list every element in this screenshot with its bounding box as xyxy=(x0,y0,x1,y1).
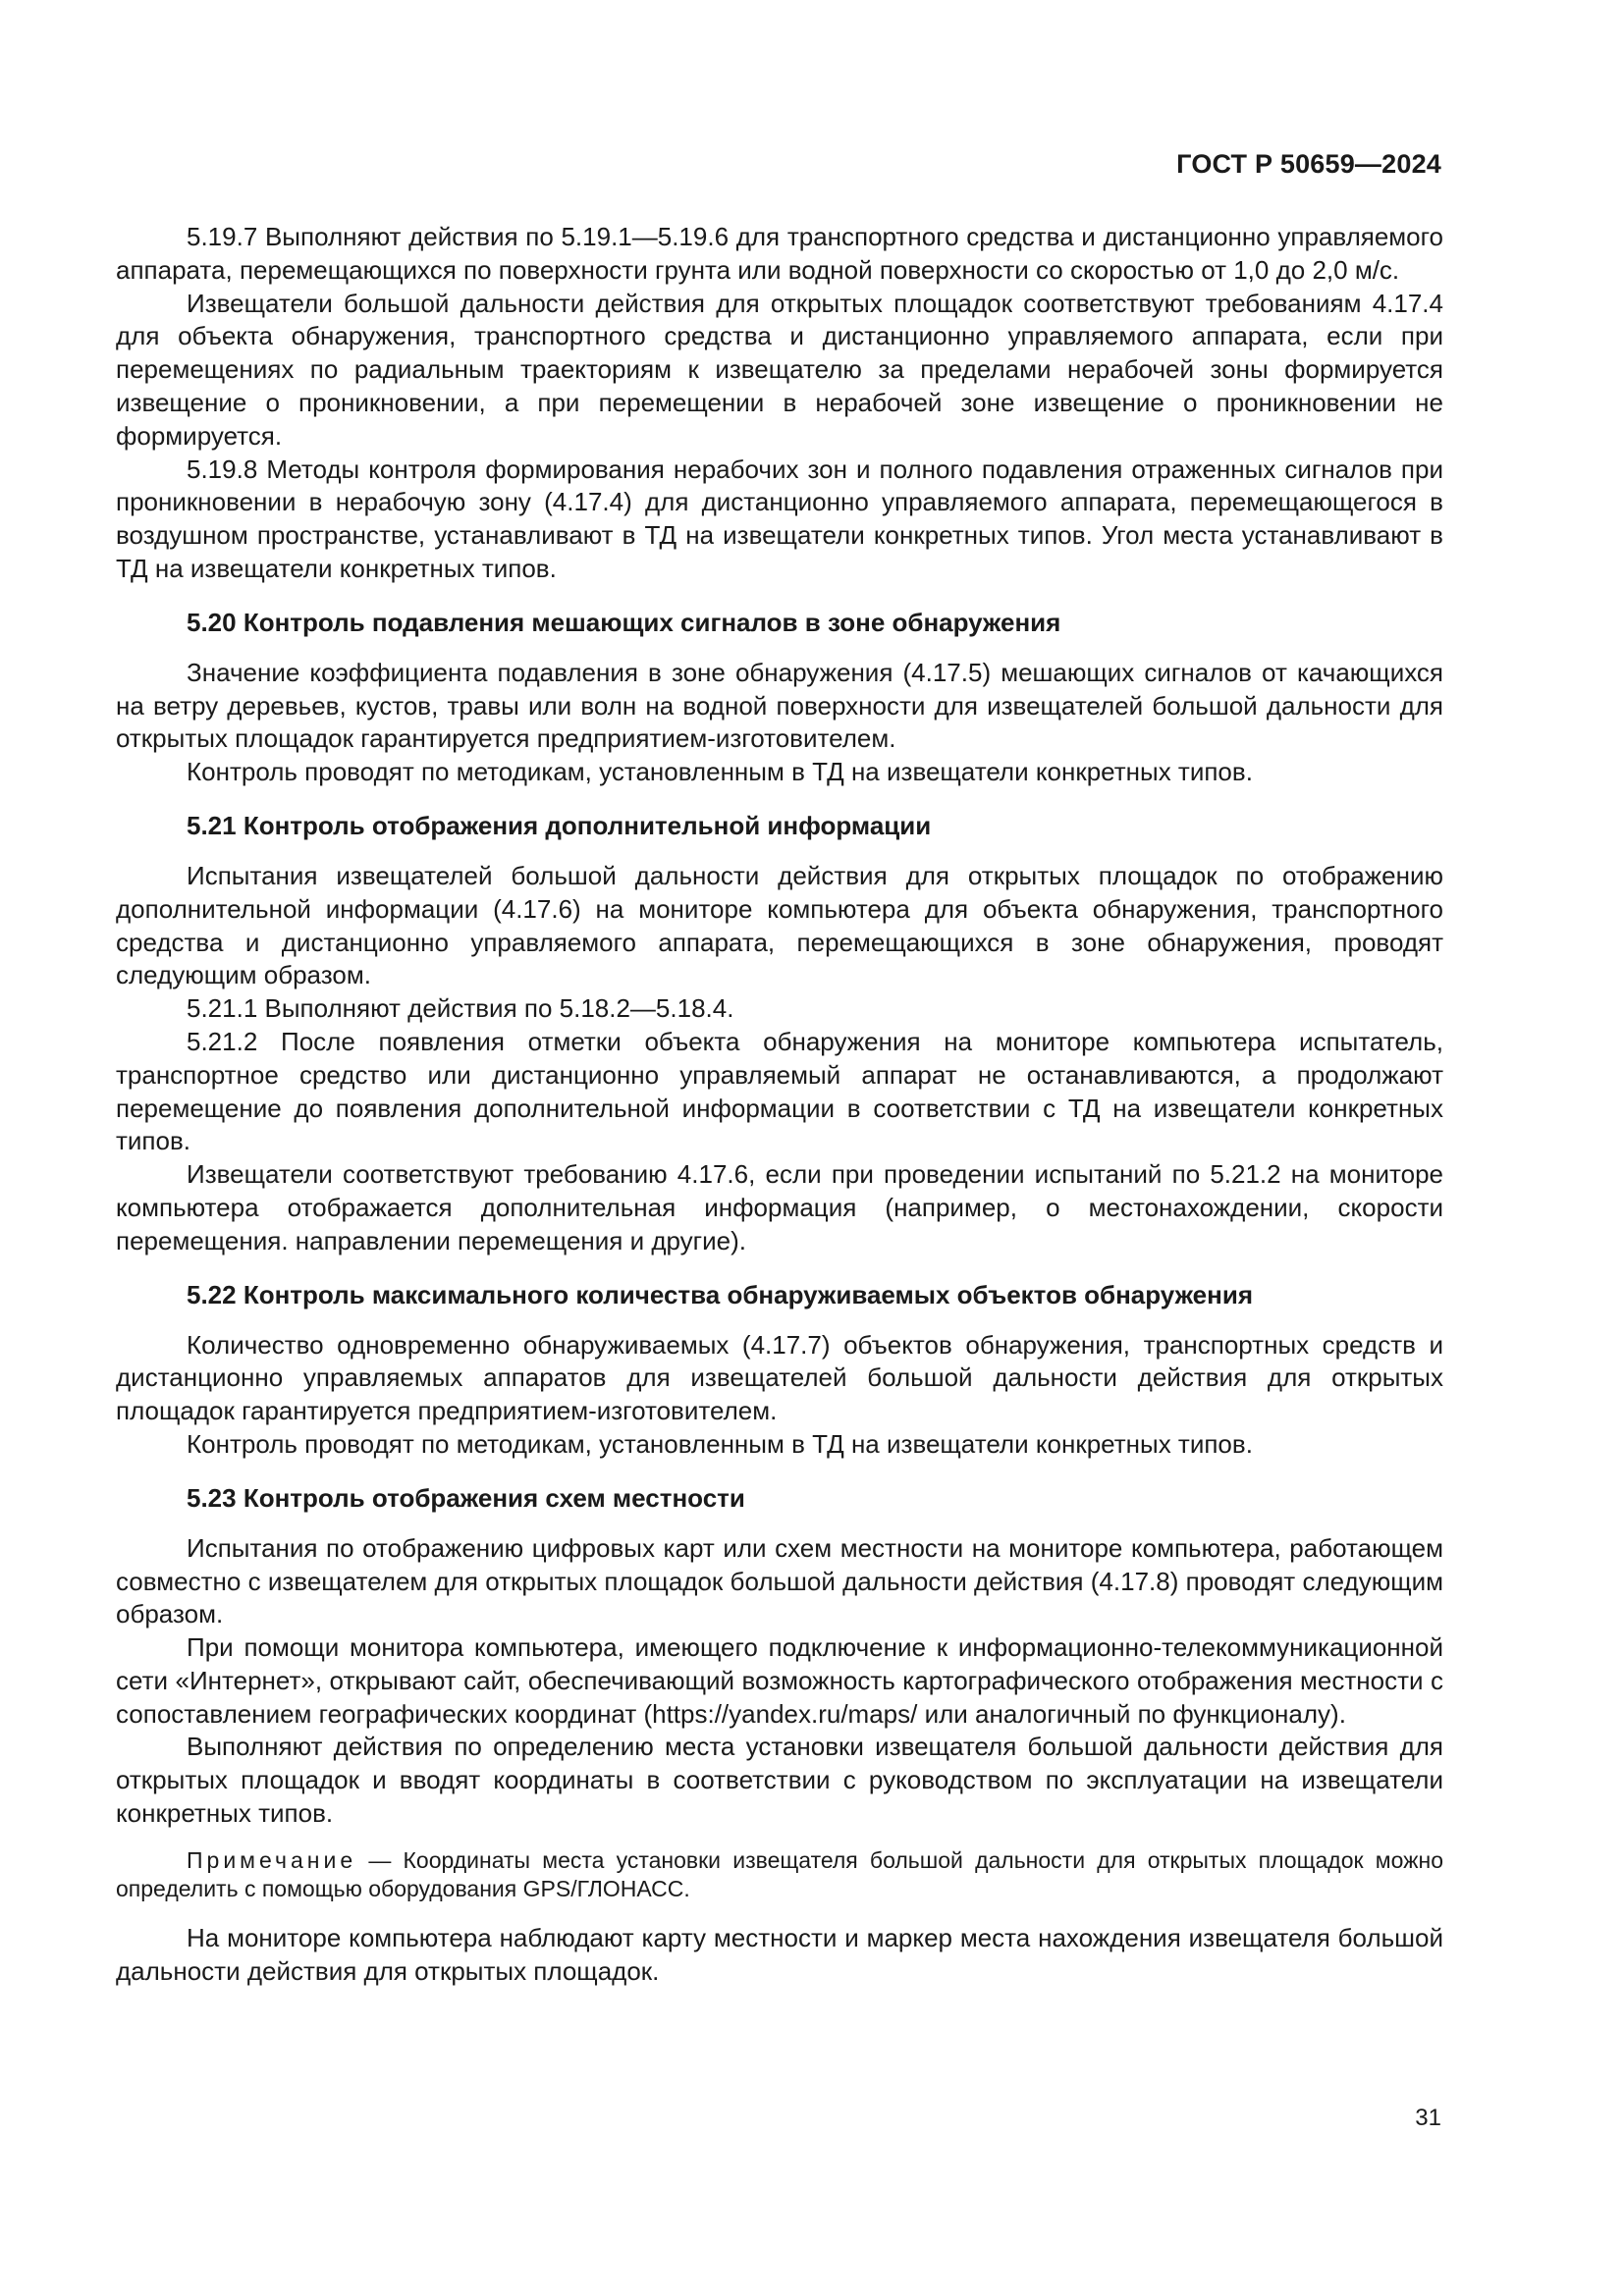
section-heading-5-21: 5.21 Контроль отображения дополнительной информации xyxy=(187,810,932,840)
paragraph-5-21-2: 5.21.2 После появления отметки объекта обнаружения на мониторе компьютера испытатель, транспортное средство или дистанционно управляемый аппарат не останавливаются, а продолжают перемещение до появления дополнительной информации в соответствии с ТД на извещатели конкретных типов. xyxy=(116,1026,1443,1156)
paragraph: На мониторе компьютера наблюдают карту местности и маркер места нахождения извещателя большой дальности действия для открытых площадок. xyxy=(116,1922,1443,1986)
paragraph: Выполняют действия по определению места установки извещателя большой дальности действия для открытых площадок и вводят координаты в соответствии с руководством по эксплуатации на извещатели конкретных типов. xyxy=(116,1732,1443,1829)
note-text: — Координаты места установки извещателя большой дальности для открытых площадок можно определить с помощью оборудования GPS/ГЛОНАСС. xyxy=(116,1846,1443,1902)
paragraph: Испытания по отображению цифровых карт или схем местности на мониторе компьютера, работающем совместно с извещателем для открытых площадок большой дальности действия (4.17.8) проводят следующим образом. xyxy=(116,1532,1443,1629)
document-body xyxy=(116,221,1443,1988)
note xyxy=(116,1846,1443,1904)
section-heading-5-22: 5.22 Контроль максимального количества обнаруживаемых объектов обнаружения xyxy=(187,1279,1253,1309)
standard-id-header: ГОСТ Р 50659—2024 xyxy=(1176,149,1441,179)
note-label: Примечание xyxy=(187,1846,357,1873)
paragraph: Извещатели большой дальности действия для открытых площадок соответствуют требованиям 4.17.4 для объекта обнаружения, транспортного средства и дистанционно управляемого аппарата, если при перемещениях по радиальным траекториям к извещателю за пределами нерабочей зоны формируется извещение о проникновении, а при перемещении в нерабочей зоне извещение о проникновении не формируется. xyxy=(116,288,1443,451)
paragraph: Значение коэффициента подавления в зоне обнаружения (4.17.5) мешающих сигналов от качающихся на ветру деревьев, кустов, травы или волн на водной поверхности для извещателей большой дальности для открытых площадок гарантируется предприятием-изготовителем. xyxy=(116,657,1443,754)
paragraph-5-19-7: 5.19.7 Выполняют действия по 5.19.1—5.19.6 для транспортного средства и дистанционно управляемого аппарата, перемещающихся по поверхности грунта или водной поверхности со скоростью от 1,0 до 2,0 м/с. xyxy=(116,222,1443,285)
paragraph-5-21-1: 5.21.1 Выполняют действия по 5.18.2—5.18.4. xyxy=(187,993,734,1024)
paragraph-5-19-8: 5.19.8 Методы контроля формирования нерабочих зон и полного подавления отраженных сигналов при проникновении в нерабочую зону (4.17.4) для дистанционно управляемого аппарата, перемещающегося в воздушном пространстве, устанавливают в ТД на извещатели конкретных типов. Угол места устанавливают в ТД на извещатели конкретных типов. xyxy=(116,454,1443,583)
paragraph: Испытания извещателей большой дальности действия для открытых площадок по отображению дополнительной информации (4.17.6) на мониторе компьютера для объекта обнаружения, транспортного средства и дистанционно управляемого аппарата, перемещающихся в зоне обнаружения, проводят следующим образом. xyxy=(116,860,1443,990)
section-heading-5-20: 5.20 Контроль подавления мешающих сигналов в зоне обнаружения xyxy=(187,607,1061,637)
paragraph: Контроль проводят по методикам, установленным в ТД на извещатели конкретных типов. xyxy=(187,1428,1253,1459)
paragraph: При помощи монитора компьютера, имеющего подключение к информационно-телекоммуникационной сети «Интернет», открывают сайт, обеспечивающий возможность картографического отображения местности с сопоставлением географических координат (https://yandex.ru/maps/ или аналогичный по функционалу). xyxy=(116,1632,1443,1729)
paragraph: Количество одновременно обнаруживаемых (4.17.7) объектов обнаружения, транспортных средств и дистанционно управляемых аппаратов для извещателей большой дальности действия для открытых площадок гарантируется предприятием-изготовителем. xyxy=(116,1329,1443,1426)
section-heading-5-23: 5.23 Контроль отображения схем местности xyxy=(187,1482,745,1513)
paragraph: Извещатели соответствуют требованию 4.17.6, если при проведении испытаний по 5.21.2 на мониторе компьютера отображается дополнительная информация (например, о местонахождении, скорости перемещения. направлении перемещения и другие). xyxy=(116,1159,1443,1255)
paragraph: Контроль проводят по методикам, установленным в ТД на извещатели конкретных типов. xyxy=(187,757,1253,787)
page-number: 31 xyxy=(1415,2105,1441,2131)
